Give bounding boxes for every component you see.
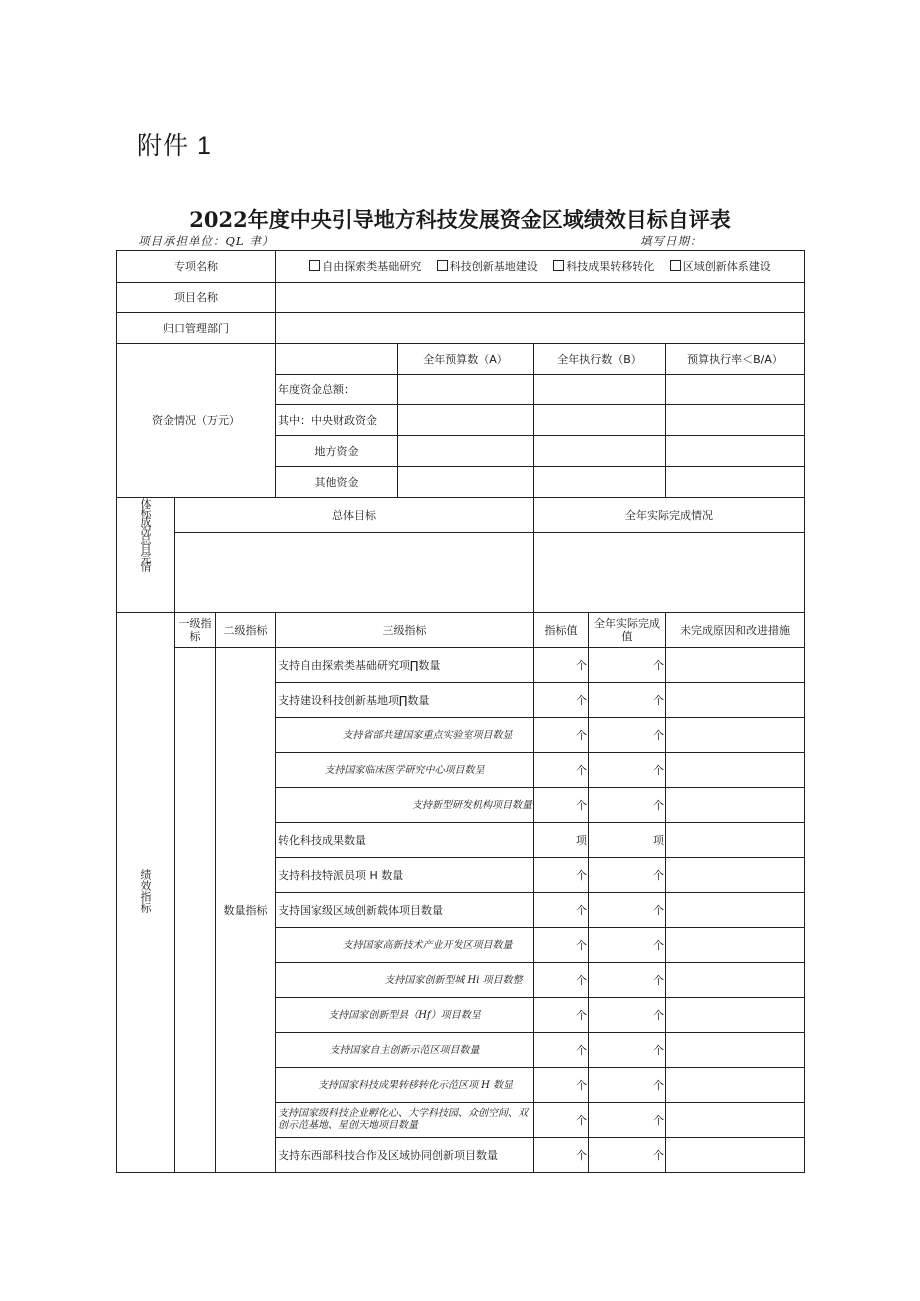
- indicator-unit[interactable]: 个: [534, 928, 589, 963]
- indicator-reason[interactable]: [666, 893, 805, 928]
- date-label: 填写日期：: [640, 234, 703, 248]
- indicator-actual[interactable]: 个: [589, 928, 666, 963]
- indicator-name: 支持自由探索类基础研究项∏数量: [276, 648, 534, 683]
- unit-label: 项目承担单位：QL 聿）: [138, 234, 275, 248]
- indicator-name: 支持国家级科技企业孵化心、大学科技园、众创空间、双创示范基地、星创天地项目数量: [276, 1103, 534, 1138]
- level2-header: 二级指标: [216, 613, 276, 648]
- indicator-actual[interactable]: 个: [589, 963, 666, 998]
- option-basic-research[interactable]: 自由探索类基础研究: [309, 260, 421, 273]
- indicator-reason[interactable]: [666, 963, 805, 998]
- indicator-actual[interactable]: 个: [589, 648, 666, 683]
- indicator-name: 转化科技成果数量: [276, 823, 534, 858]
- indicator-actual[interactable]: 个: [589, 753, 666, 788]
- indicator-reason[interactable]: [666, 1033, 805, 1068]
- rate-cell[interactable]: [666, 436, 805, 467]
- indicator-reason[interactable]: [666, 928, 805, 963]
- overall-completion-field[interactable]: [534, 533, 805, 613]
- indicator-unit[interactable]: 个: [534, 683, 589, 718]
- indicator-actual[interactable]: 个: [589, 788, 666, 823]
- indicator-unit[interactable]: 个: [534, 998, 589, 1033]
- indicator-name: 支持科技特派员项 H 数量: [276, 858, 534, 893]
- reason-header: 未完成原因和改进措施: [666, 613, 805, 648]
- indicator-actual[interactable]: 项: [589, 823, 666, 858]
- indicator-reason[interactable]: [666, 858, 805, 893]
- executed-header: 全年执行数（B）: [534, 344, 666, 375]
- budget-cell[interactable]: [398, 467, 534, 498]
- indicator-actual[interactable]: 个: [589, 718, 666, 753]
- overall-goal-header: 总体目标: [175, 498, 534, 533]
- budget-header: 全年预算数（A）: [398, 344, 534, 375]
- attachment-label: 附件 1: [137, 132, 212, 160]
- overall-goal-field[interactable]: [175, 533, 534, 613]
- rate-cell[interactable]: [666, 467, 805, 498]
- indicator-name: 支持新型研发机构项目数量: [276, 788, 534, 823]
- rate-cell[interactable]: [666, 405, 805, 436]
- indicator-actual[interactable]: 个: [589, 998, 666, 1033]
- indicator-actual[interactable]: 个: [589, 683, 666, 718]
- checkbox-icon[interactable]: [670, 260, 681, 271]
- indicator-reason[interactable]: [666, 648, 805, 683]
- option-regional-innovation[interactable]: 区域创新体系建设: [670, 260, 771, 273]
- indicator-unit[interactable]: 个: [534, 1033, 589, 1068]
- funding-row-other: 其他资金: [276, 467, 398, 498]
- indicator-name: 支持国家创新型县（Hf）项目数呈: [276, 998, 534, 1033]
- rate-header: 预算执行率＜B/A）: [666, 344, 805, 375]
- dept-field[interactable]: [276, 313, 805, 344]
- project-name-field[interactable]: [276, 283, 805, 313]
- executed-cell[interactable]: [534, 405, 666, 436]
- indicator-reason[interactable]: [666, 1138, 805, 1173]
- indicator-unit[interactable]: 项: [534, 823, 589, 858]
- indicator-name: 支持国家级区域创新载体项目数量: [276, 893, 534, 928]
- funding-label: 资金情况（万元）: [117, 344, 276, 498]
- funding-row-local: 地方资金: [276, 436, 398, 467]
- form-title: 2022年度中央引导地方科技发展资金区域绩效目标自评表: [189, 207, 731, 232]
- special-name-options: [276, 251, 805, 283]
- indicator-actual[interactable]: 个: [589, 1103, 666, 1138]
- value-header: 指标值: [534, 613, 589, 648]
- indicator-unit[interactable]: 个: [534, 788, 589, 823]
- level1-header: 一级指标: [175, 613, 216, 648]
- indicator-reason[interactable]: [666, 998, 805, 1033]
- actual-header: 全年实际完成值: [589, 613, 666, 648]
- overall-side-label: 体标成况总目完情: [117, 498, 175, 613]
- indicator-reason[interactable]: [666, 683, 805, 718]
- checkbox-icon[interactable]: [309, 260, 320, 271]
- level1-cell: [175, 648, 216, 1173]
- executed-cell[interactable]: [534, 436, 666, 467]
- level3-header: 三级指标: [276, 613, 534, 648]
- indicator-unit[interactable]: 个: [534, 648, 589, 683]
- indicator-reason[interactable]: [666, 1068, 805, 1103]
- evaluation-table: [116, 250, 805, 1173]
- dept-label: 归口管理部门: [117, 313, 276, 344]
- special-name-label: 专项名称: [117, 251, 276, 283]
- level2-quantity: 数量指标: [216, 648, 276, 1173]
- budget-cell[interactable]: [398, 375, 534, 405]
- indicator-name: 支持国家高新技术产业开发区项目数量: [276, 928, 534, 963]
- indicator-unit[interactable]: 个: [534, 893, 589, 928]
- indicator-actual[interactable]: 个: [589, 1033, 666, 1068]
- indicator-reason[interactable]: [666, 718, 805, 753]
- indicator-unit[interactable]: 个: [534, 963, 589, 998]
- overall-completion-header: 全年实际完成情况: [534, 498, 805, 533]
- indicator-actual[interactable]: 个: [589, 858, 666, 893]
- indicator-actual[interactable]: 个: [589, 1068, 666, 1103]
- checkbox-icon[interactable]: [553, 260, 564, 271]
- funding-row-total: 年度资金总额：: [276, 375, 398, 405]
- rate-cell[interactable]: [666, 375, 805, 405]
- indicator-name: 支持国家科技成果转移转化示范区项 H 数显: [276, 1068, 534, 1103]
- indicator-name: 支持国家自主创新示范区项目数量: [276, 1033, 534, 1068]
- executed-cell[interactable]: [534, 375, 666, 405]
- budget-cell[interactable]: [398, 405, 534, 436]
- indicator-name: 支持省部共建国家重点实验室项目数显: [276, 718, 534, 753]
- budget-cell[interactable]: [398, 436, 534, 467]
- indicator-reason[interactable]: [666, 1103, 805, 1138]
- indicator-name: 支持国家临床医学研究中心项目数呈: [276, 753, 534, 788]
- indicator-reason[interactable]: [666, 753, 805, 788]
- indicator-actual[interactable]: 个: [589, 1138, 666, 1173]
- funding-corner: [276, 344, 398, 375]
- indicator-unit[interactable]: 个: [534, 1103, 589, 1138]
- indicator-unit[interactable]: 个: [534, 718, 589, 753]
- indicator-reason[interactable]: [666, 788, 805, 823]
- indicator-unit[interactable]: 个: [534, 1068, 589, 1103]
- funding-row-central: 其中：中央财政资金: [276, 405, 398, 436]
- indicator-reason[interactable]: [666, 823, 805, 858]
- indicator-name: 支持国家创新型城 Hi 项目数整: [276, 963, 534, 998]
- option-tech-transfer[interactable]: 科技成果转移转化: [553, 260, 654, 273]
- indicator-unit[interactable]: 个: [534, 753, 589, 788]
- checkbox-icon[interactable]: [437, 260, 448, 271]
- executed-cell[interactable]: [534, 467, 666, 498]
- indicator-unit[interactable]: 个: [534, 1138, 589, 1173]
- indicator-side-label: 绩效指标: [117, 613, 175, 1173]
- indicator-actual[interactable]: 个: [589, 893, 666, 928]
- project-name-label: 项目名称: [117, 283, 276, 313]
- indicator-name: 支持东西部科技合作及区域协同创新项目数量: [276, 1138, 534, 1173]
- indicator-name: 支持建设科技创新基地项∏数量: [276, 683, 534, 718]
- option-innovation-base[interactable]: 科技创新基地建设: [437, 260, 538, 273]
- indicator-unit[interactable]: 个: [534, 858, 589, 893]
